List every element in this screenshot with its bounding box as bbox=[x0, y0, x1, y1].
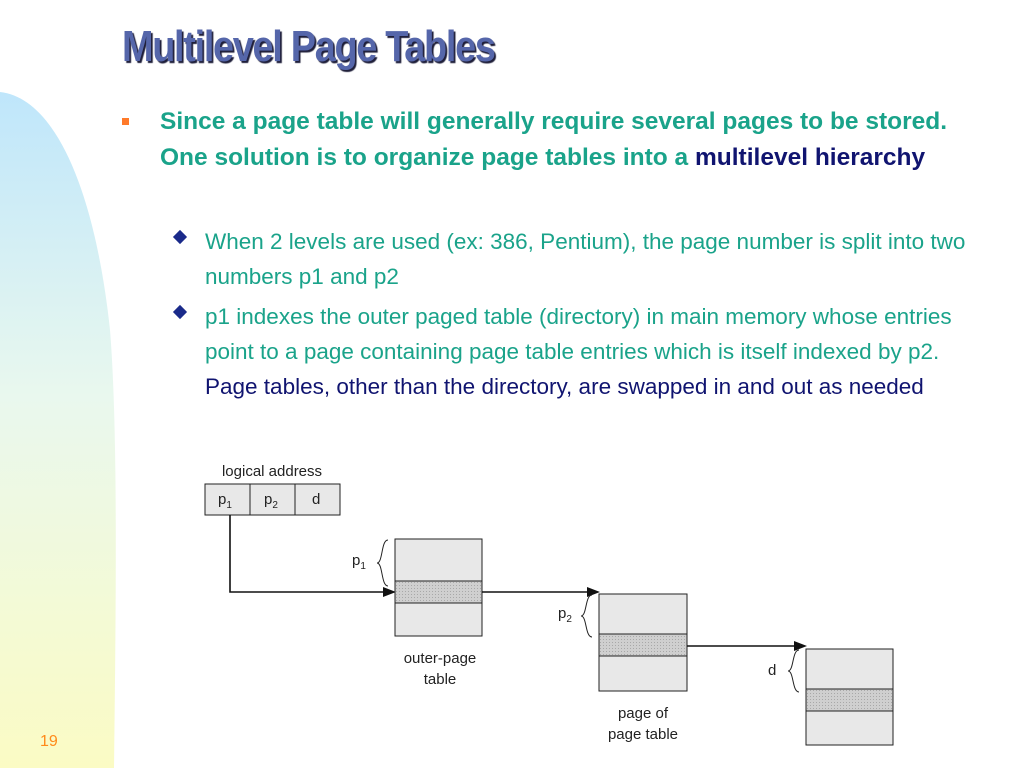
memory-page-entry bbox=[806, 689, 893, 711]
main-bullet-text: Since a page table will generally require several pages to be stored. One solution is to organize page tables into a bbox=[160, 108, 948, 171]
d-brace-icon bbox=[788, 650, 799, 692]
brace-label-p2: $p_2$ bbox=[558, 605, 572, 625]
sub-bullet-2-emphasis: Page tables, other than the directory, are swapped in and out as needed bbox=[205, 374, 924, 399]
diamond-bullet-icon bbox=[173, 230, 187, 244]
outer-table-label-line1: outer-page bbox=[403, 650, 477, 667]
page-of-page-table-label-line1: page of bbox=[617, 705, 669, 722]
outer-table-entry bbox=[395, 581, 482, 603]
p1-brace-icon bbox=[377, 540, 388, 586]
arrowhead-icon bbox=[587, 587, 600, 597]
outer-table-label-line2: table bbox=[423, 671, 457, 688]
p1-arrow bbox=[230, 515, 384, 592]
slide-title: Multilevel Page Tables bbox=[122, 22, 495, 71]
p2-brace-icon bbox=[581, 595, 592, 637]
sub-bullet-2-text: p1 indexes the outer paged table (directory) in main memory whose entries point to a page containing page table entries which is itself indexed by p2. bbox=[205, 304, 952, 364]
sub-bullet-1-text: When 2 levels are used (ex: 386, Pentium), the page number is split into two numbers p1 and p2 bbox=[205, 229, 966, 289]
address-field-d: d bbox=[312, 491, 321, 508]
main-bullet-emphasis: multilevel hierarchy bbox=[695, 144, 926, 171]
slide-number: 19 bbox=[40, 733, 58, 750]
square-bullet-icon bbox=[122, 118, 129, 125]
arrowhead-icon bbox=[794, 641, 807, 651]
main-bullet bbox=[122, 104, 982, 176]
sub-bullet-1 bbox=[175, 224, 985, 294]
brace-label-p1: $p_1$ bbox=[352, 552, 366, 572]
sub-bullet-2 bbox=[175, 299, 985, 404]
diamond-bullet-icon bbox=[173, 305, 187, 319]
page-table-entry bbox=[599, 634, 687, 656]
arrowhead-icon bbox=[383, 587, 396, 597]
logical-address-label: logical address bbox=[221, 463, 323, 480]
brace-label-d: d bbox=[768, 662, 777, 679]
address-field-p2: $p_2$ bbox=[264, 491, 278, 511]
page-of-page-table-label-line2: page table bbox=[607, 726, 679, 743]
address-field-p1: $p_1$ bbox=[218, 491, 232, 511]
